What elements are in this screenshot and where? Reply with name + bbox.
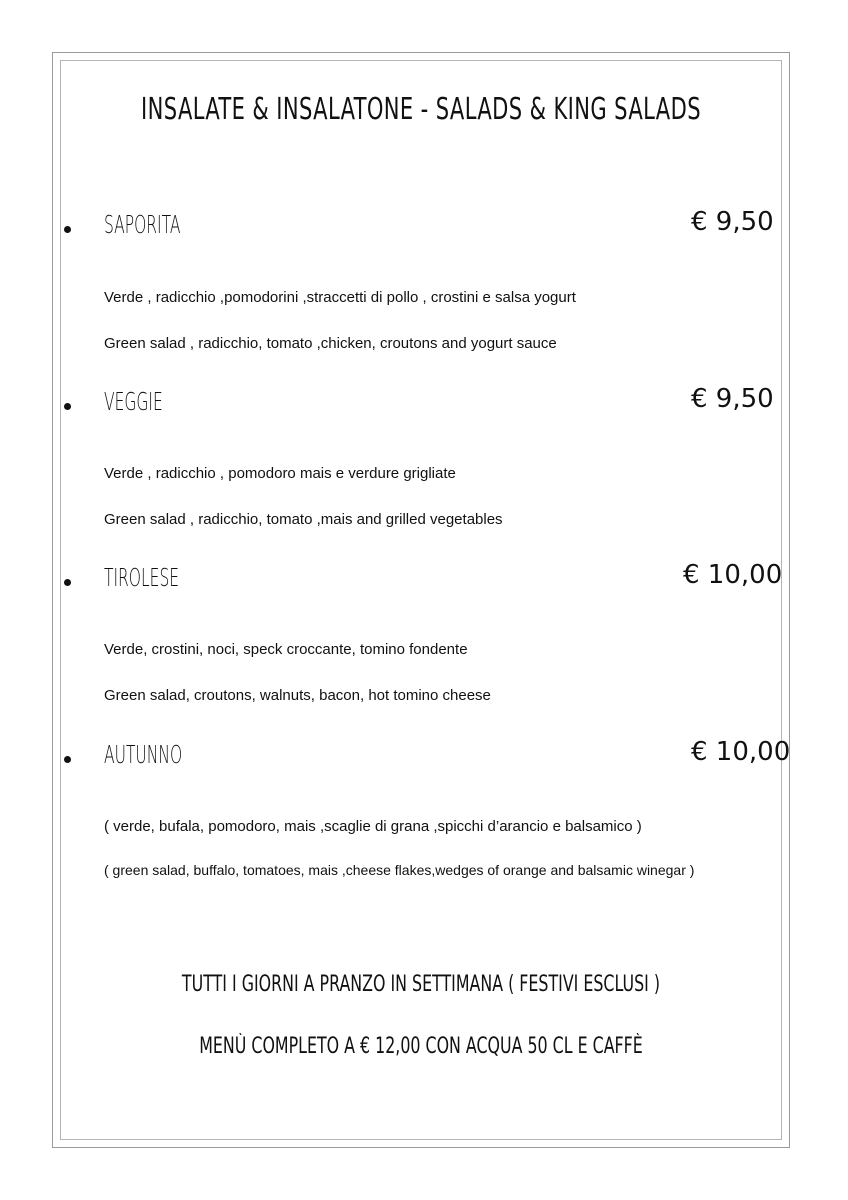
menu-title: INSALATE & INSALATONE - SALADS & KING SALADS [141,92,701,127]
item-desc-en-veggie: Green salad , radicchio, tomato ,mais and grilled vegetables [104,511,503,528]
item-desc-it-autunno: ( verde, bufala, pomodoro, mais ,scaglie di grana ,spicchi d’arancio e balsamico ) [104,818,642,835]
item-price-veggie: € 9,50 [691,384,774,414]
item-name-saporita: SAPORITA [104,210,181,239]
item-desc-en-tirolese: Green salad, croutons, walnuts, bacon, hot tomino cheese [104,687,491,704]
item-desc-it-saporita: Verde , radicchio ,pomodorini ,straccetti di pollo , crostini e salsa yogurt [104,289,576,306]
item-desc-it-veggie: Verde , radicchio , pomodoro mais e verdure grigliate [104,465,456,482]
bullet-icon [64,756,71,763]
item-name-autunno: AUTUNNO [104,740,183,769]
bullet-icon [64,579,71,586]
item-price-saporita: € 9,50 [691,207,774,237]
item-desc-en-saporita: Green salad , radicchio, tomato ,chicken, croutons and yogurt sauce [104,335,557,352]
bullet-icon [64,226,71,233]
lunch-note: TUTTI I GIORNI A PRANZO IN SETTIMANA ( FESTIVI ESCLUSI ) [181,972,661,997]
item-desc-it-tirolese: Verde, crostini, noci, speck croccante, tomino fondente [104,641,468,658]
item-name-veggie: VEGGIE [104,387,163,416]
item-name-tirolese: TIROLESE [104,563,180,592]
item-desc-en-autunno: ( green salad, buffalo, tomatoes, mais ,cheese flakes,wedges of orange and balsamic winegar ) [104,862,695,878]
item-price-autunno: € 10,00 [691,737,791,767]
item-price-tirolese: € 10,00 [683,560,783,590]
bullet-icon [64,403,71,410]
lunch-menu-offer: MENÙ COMPLETO A € 12,00 CON ACQUA 50 CL E CAFFÈ [199,1034,643,1059]
